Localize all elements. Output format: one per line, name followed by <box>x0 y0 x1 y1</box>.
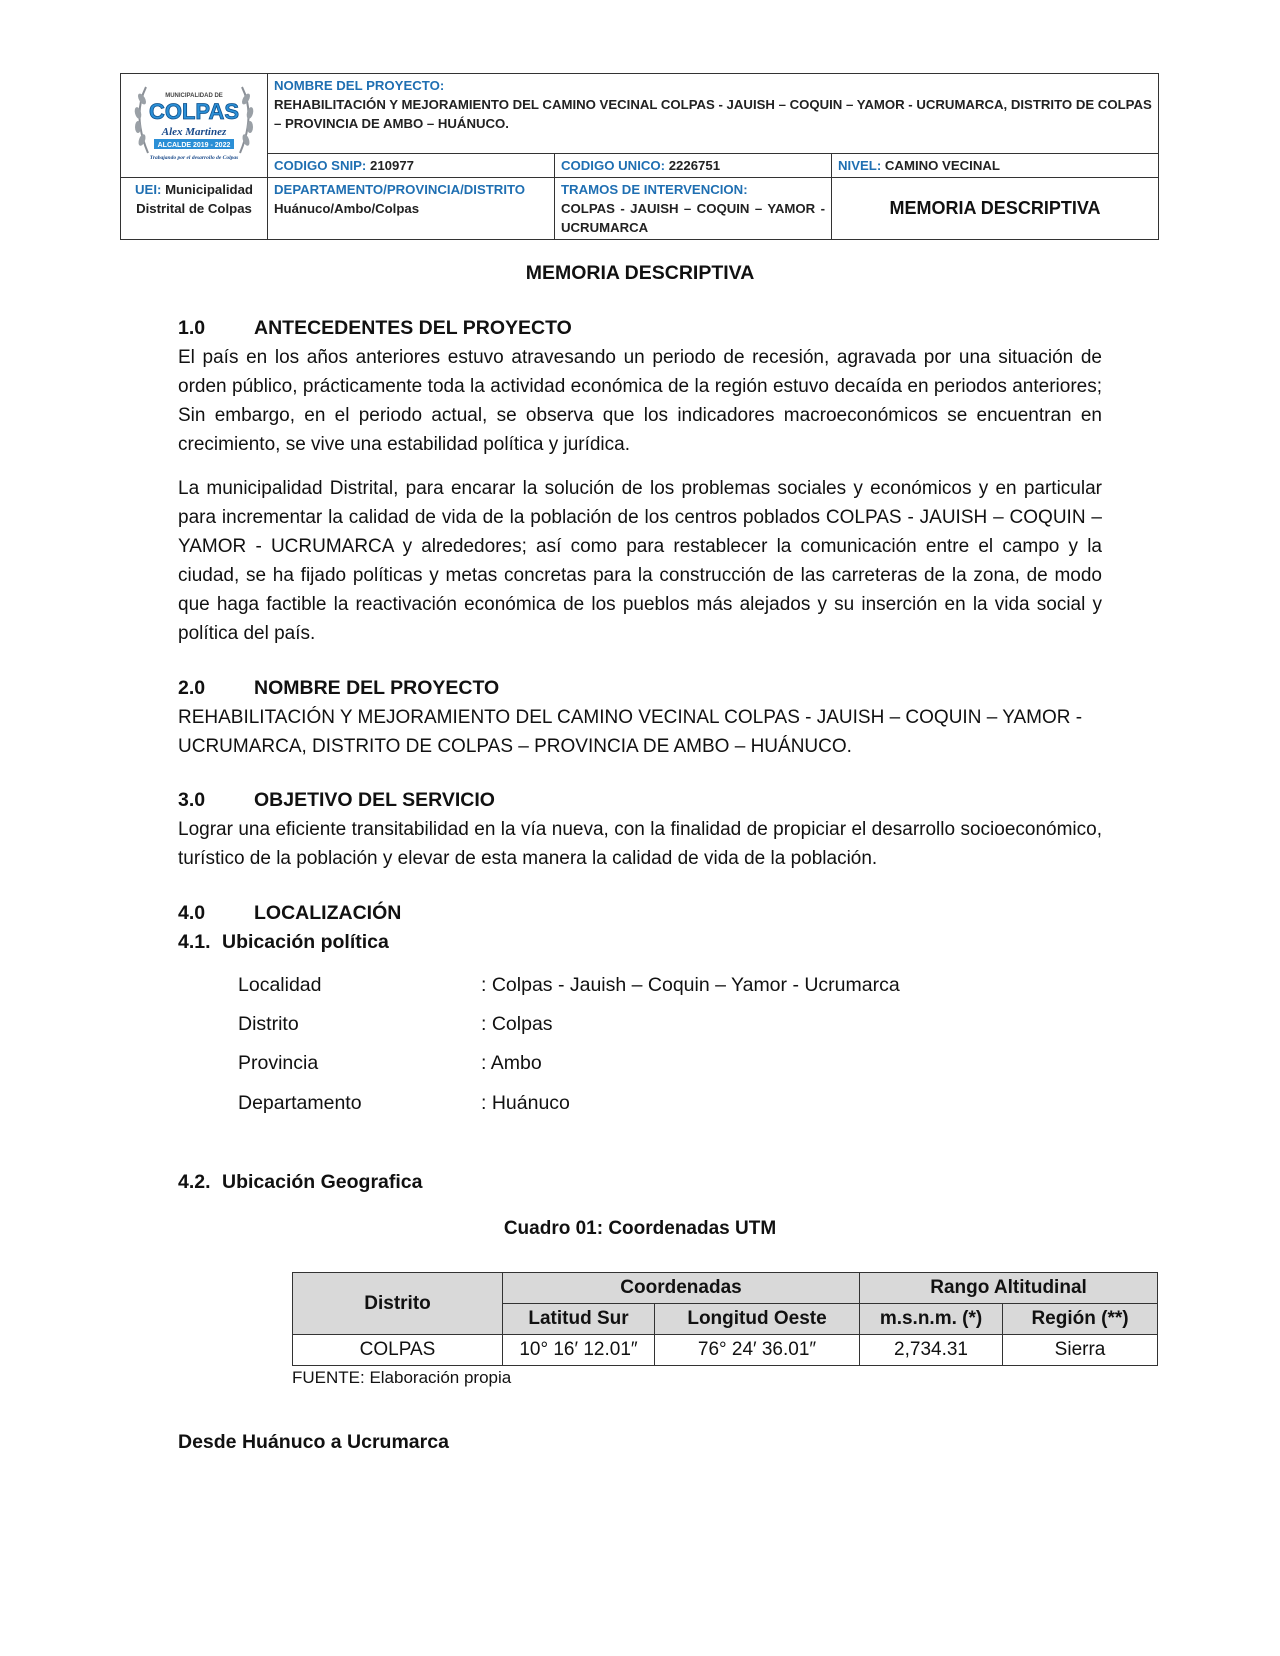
location-value: : Colpas - Jauish – Coquin – Yamor - Ucrumarca <box>481 974 900 996</box>
section-2-heading <box>178 674 1102 703</box>
unico-cell <box>555 154 832 178</box>
section-4-2-heading <box>178 1168 1102 1197</box>
section-4-heading <box>178 899 1102 928</box>
doc-type: MEMORIA DESCRIPTIVA <box>889 198 1101 218</box>
section-4-2-title: Ubicación Geografica <box>222 1171 423 1193</box>
logo-signature: Alex Martinez <box>161 126 227 138</box>
cell-distrito: COLPAS <box>293 1335 503 1366</box>
section-2-title: NOMBRE DEL PROYECTO <box>254 677 500 699</box>
depto-cell <box>268 178 555 240</box>
municipality-logo <box>121 74 268 178</box>
uei-cell <box>121 178 268 240</box>
uei-value-2: Distrital de Colpas <box>136 201 252 216</box>
logo-band: ALCALDE 2019 - 2022 <box>157 142 231 149</box>
section-3-paragraph: Lograr una eficiente transitabilidad en la vía nueva, con la finalidad de propiciar el desarrollo socioeconómico, turístico de la población y elevar de esta manera la calidad de vida de la población. <box>178 819 1102 869</box>
doc-type-cell <box>832 178 1159 240</box>
th-distrito: Distrito <box>293 1273 503 1335</box>
section-1 <box>178 314 1102 648</box>
section-3 <box>178 786 1102 873</box>
depto-label: DEPARTAMENTO/PROVINCIA/DISTRITO <box>274 182 526 197</box>
section-4-number: 4.0 <box>178 902 206 924</box>
location-key: Departamento <box>238 1092 362 1114</box>
project-name-cell <box>268 74 1159 154</box>
tramos-cell <box>555 178 832 240</box>
nivel-label: NIVEL: <box>838 158 882 173</box>
table-row <box>293 1335 1158 1366</box>
project-name-value: REHABILITACIÓN Y MEJORAMIENTO DEL CAMINO VECINAL COLPAS - JAUISH – COQUIN – YAMOR - UCRUMARCA, DISTRITO DE COLPAS – PROVINCIA DE AMBO – HUÁNUCO. <box>274 97 1152 131</box>
section-1-title: ANTECEDENTES DEL PROYECTO <box>254 317 572 339</box>
th-rango: Rango Altitudinal <box>860 1273 1158 1304</box>
unico-label: CODIGO UNICO: <box>561 158 666 173</box>
utm-table <box>292 1272 1158 1366</box>
header-table <box>120 73 1159 240</box>
depto-value: Huánuco/Ambo/Colpas <box>274 201 420 216</box>
th-latitud: Latitud Sur <box>503 1304 655 1335</box>
section-3-number: 3.0 <box>178 789 206 811</box>
section-2-number: 2.0 <box>178 677 206 699</box>
cell-longitud: 76° 24′ 36.01″ <box>655 1335 860 1366</box>
tramos-label: TRAMOS DE INTERVENCION: <box>561 182 748 197</box>
cell-region: Sierra <box>1003 1335 1158 1366</box>
location-key: Distrito <box>238 1013 299 1035</box>
section-2 <box>178 674 1102 761</box>
uei-label: UEI: <box>135 182 162 197</box>
logo-name: COLPAS <box>148 99 240 124</box>
location-value: : Colpas <box>481 1013 553 1035</box>
cell-latitud: 10° 16′ 12.01″ <box>503 1335 655 1366</box>
route-heading: Desde Huánuco a Ucrumarca <box>178 1431 449 1453</box>
th-coordenadas: Coordenadas <box>503 1273 860 1304</box>
section-1-paragraph-1: El país en los años anteriores estuvo atravesando un periodo de recesión, agravada por una situación de orden público, prácticamente toda la actividad económica de la región estuvo decaída en periodos anteriores; Sin embargo, en el periodo actual, se observa que los indicadores macroeconómicos se encuentran en crecimiento, se vive una estabilidad política y jurídica. <box>178 347 1102 455</box>
uei-value-1: Municipalidad <box>165 182 253 197</box>
section-1-paragraph-2: La municipalidad Distrital, para encarar la solución de los problemas sociales y económicos y en particular para incrementar la calidad de vida de la población de los centros poblados COLPAS - JAUISH – COQUIN – YAMOR - UCRUMARCA y alrededores; así como para restablecer la comunicación entre el campo y la ciudad, se ha fijado políticas y metas concretas para la construcción de las carreteras de la zona, de modo que haga factible la reactivación económica de los pueblos más alejados y su inserción en la vida social y política del país. <box>178 478 1102 644</box>
location-value: : Ambo <box>481 1052 542 1074</box>
section-4-1-heading <box>178 928 1102 957</box>
page-title: MEMORIA DESCRIPTIVA <box>525 262 755 284</box>
nivel-cell <box>832 154 1159 178</box>
section-1-number: 1.0 <box>178 317 206 339</box>
section-1-heading <box>178 314 1102 343</box>
section-2-paragraph: REHABILITACIÓN Y MEJORAMIENTO DEL CAMINO VECINAL COLPAS - JAUISH – COQUIN – YAMOR - UCRUMARCA, DISTRITO DE COLPAS – PROVINCIA DE AMBO – HUÁNUCO. <box>178 707 1083 757</box>
section-4-title: LOCALIZACIÓN <box>254 902 402 924</box>
colpas-logo-icon <box>124 75 264 171</box>
section-4-1-number: 4.1. <box>178 931 211 953</box>
snip-value: 210977 <box>370 158 415 173</box>
logo-motto: Trabajando por el desarrollo de Colpas <box>149 155 239 161</box>
logo-top-text: MUNICIPALIDAD DE <box>165 93 223 99</box>
location-value: : Huánuco <box>481 1092 570 1114</box>
table-source: FUENTE: Elaboración propia <box>292 1368 512 1387</box>
section-3-title: OBJETIVO DEL SERVICIO <box>254 789 495 811</box>
section-3-heading <box>178 786 1102 815</box>
location-key: Provincia <box>238 1052 319 1074</box>
table-caption: Cuadro 01: Coordenadas UTM <box>503 1218 777 1239</box>
snip-cell <box>268 154 555 178</box>
th-msnm: m.s.n.m. (*) <box>860 1304 1003 1335</box>
section-4-2-number: 4.2. <box>178 1171 211 1193</box>
tramos-value: COLPAS - JAUISH – COQUIN – YAMOR - UCRUMARCA <box>561 201 825 235</box>
project-name-label: NOMBRE DEL PROYECTO: <box>274 78 445 93</box>
location-key: Localidad <box>238 974 322 996</box>
th-region: Región (**) <box>1003 1304 1158 1335</box>
snip-label: CODIGO SNIP: <box>274 158 367 173</box>
section-4 <box>178 899 1102 957</box>
section-4-1-title: Ubicación política <box>222 931 389 953</box>
cell-msnm: 2,734.31 <box>860 1335 1003 1366</box>
th-longitud: Longitud Oeste <box>655 1304 860 1335</box>
nivel-value: CAMINO VECINAL <box>884 158 1000 173</box>
unico-value: 2226751 <box>668 158 721 173</box>
